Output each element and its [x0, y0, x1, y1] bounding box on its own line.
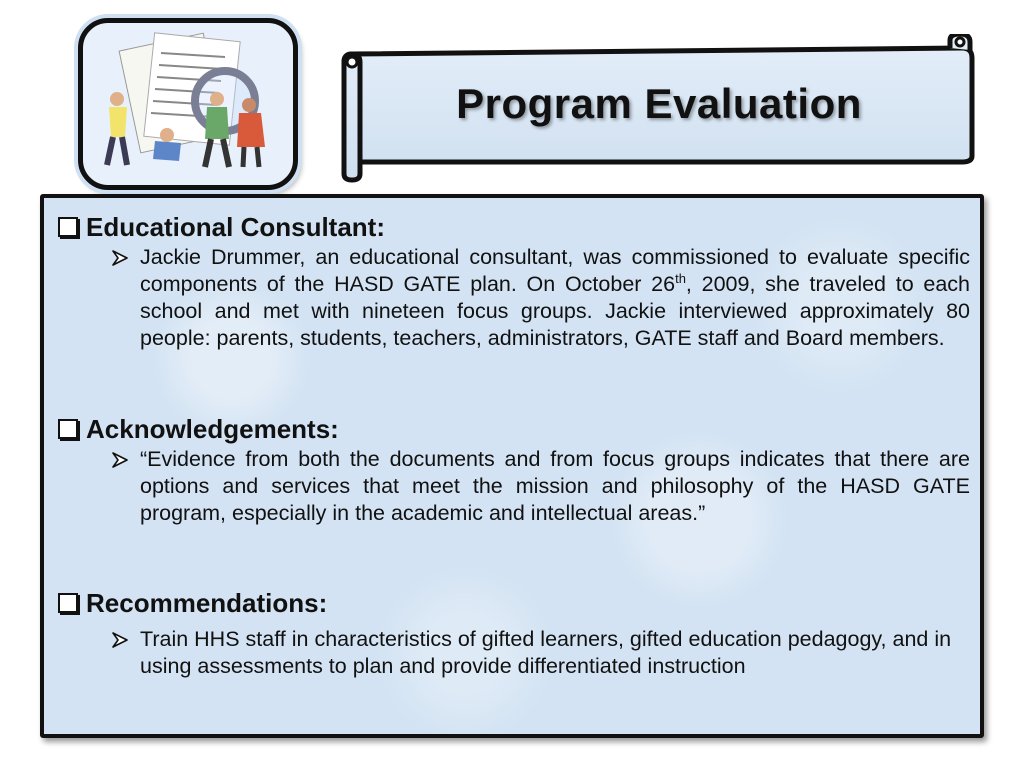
section-heading — [54, 412, 970, 446]
checkbox-bullet-icon — [58, 419, 78, 439]
bullet-superscript: th — [675, 270, 686, 286]
content-panel — [40, 194, 984, 738]
section-educational-consultant — [54, 210, 970, 352]
checkbox-bullet-icon — [58, 593, 78, 613]
heading-text: Acknowledgements: — [86, 414, 339, 444]
clipart-badge — [78, 18, 298, 190]
section-recommendations — [54, 586, 970, 680]
people-documents-illustration — [89, 27, 279, 177]
heading-text: Recommendations: — [86, 588, 328, 618]
section-heading — [54, 210, 970, 244]
bullet-text: Train HHS staff in characteristics of gifted learners, gifted education pedagogy, and in using assessments to plan and provide differentiated instruction — [140, 627, 952, 678]
bullet-paragraph — [106, 446, 970, 527]
arrow-bullet-icon — [112, 250, 128, 266]
arrow-bullet-icon — [112, 452, 128, 468]
section-heading — [54, 586, 970, 620]
arrow-bullet-icon — [112, 632, 128, 648]
bullet-paragraph — [106, 626, 970, 680]
page-title: Program Evaluation — [456, 80, 862, 127]
bullet-text: “Evidence from both the documents and from focus groups indicates that there are options and services that meet the mission and philosophy of the HASD GATE program, especially in the academic and intellectual areas.” — [140, 447, 970, 525]
bullet-text-part2: , 2009, she traveled to each school and met with nineteen focus groups. Jackie interviewed approximately 80 people: parents, students, teachers, administrators, GATE staff and Board members. — [140, 272, 970, 350]
heading-text: Educational Consultant: — [86, 212, 385, 242]
bullet-paragraph — [106, 244, 970, 352]
bullet-text-part1: Jackie Drummer, an educational consultant, was commissioned to evaluate specific components of the HASD GATE plan. On October 26 — [140, 245, 970, 296]
title-scroll-banner — [338, 34, 980, 184]
checkbox-bullet-icon — [58, 217, 78, 237]
section-acknowledgements — [54, 412, 970, 527]
